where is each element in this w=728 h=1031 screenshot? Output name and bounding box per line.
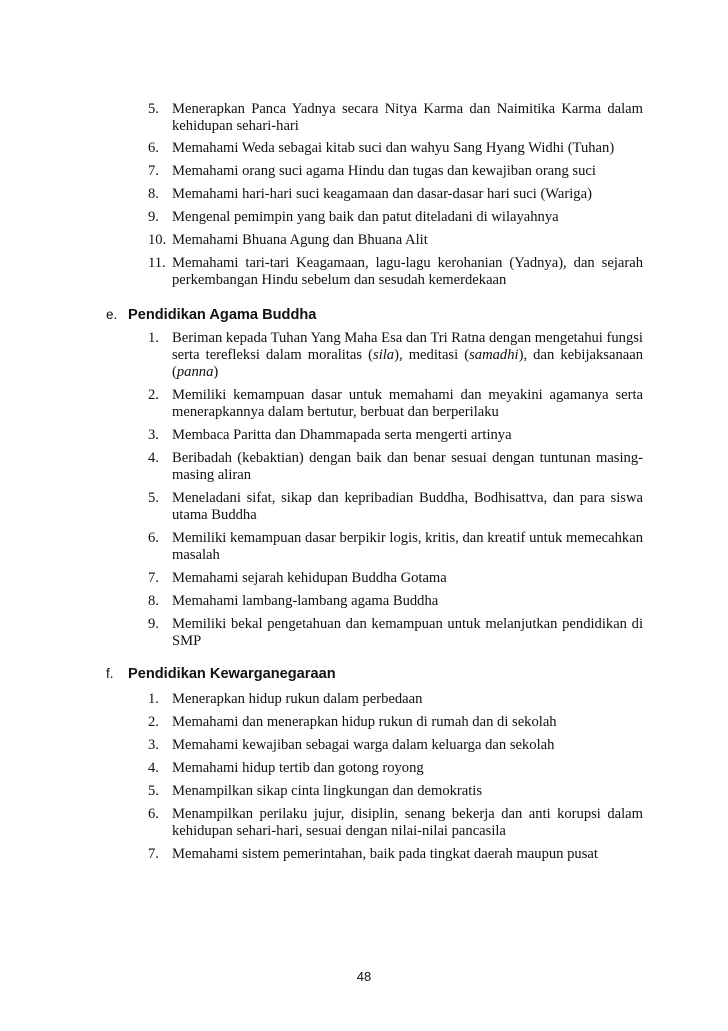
item-number: 5. (148, 490, 159, 506)
item-text: Memahami dan menerapkan hidup rukun di rumah dan di sekolah (172, 714, 557, 730)
list-item (0, 616, 728, 650)
item-text: Memahami Bhuana Agung dan Bhuana Alit (172, 232, 428, 248)
list-item (0, 490, 728, 524)
item-text: Memiliki bekal pengetahuan dan kemampuan untuk melanjutkan pendidikan di SMP (172, 616, 643, 649)
list-item (0, 806, 728, 840)
item-text: Memahami hari-hari suci keagamaan dan dasar-dasar hari suci (Wariga) (172, 186, 592, 202)
item-text: Menampilkan sikap cinta lingkungan dan demokratis (172, 783, 483, 799)
list-item (0, 255, 728, 289)
list-item (0, 846, 728, 863)
list-item (0, 737, 728, 754)
item-text: Memahami sistem pemerintahan, baik pada tingkat daerah maupun pusat (172, 846, 598, 862)
item-text: Memahami kewajiban sebagai warga dalam keluarga dan sekolah (172, 737, 555, 753)
item-number: 11. (148, 255, 166, 271)
list-item (0, 760, 728, 777)
item-text: Memahami Weda sebagai kitab suci dan wahyu Sang Hyang Widhi (Tuhan) (172, 140, 615, 156)
list-item (0, 714, 728, 731)
item-text: Memahami hidup tertib dan gotong royong (172, 760, 424, 776)
item-text: Membaca Paritta dan Dhammapada serta mengerti artinya (172, 427, 512, 443)
item-number: 8. (148, 593, 159, 609)
item-text: Memahami tari-tari Keagamaan, lagu-lagu kerohanian (Yadnya), dan sejarah perkembangan Hindu sebelum dan sesudah kemerdekaan (172, 255, 643, 288)
item-number: 4. (148, 450, 159, 466)
section-letter: f. (106, 666, 114, 681)
list-item (0, 330, 728, 381)
item-number: 3. (148, 737, 159, 753)
section-e-list (0, 330, 728, 650)
section-f-list (0, 691, 728, 863)
list-item (0, 530, 728, 564)
item-number: 9. (148, 209, 159, 225)
section-title: Pendidikan Agama Buddha (128, 307, 317, 323)
item-text: Meneladani sifat, sikap dan kepribadian Buddha, Bodhisattva, dan para siswa utama Buddha (172, 490, 643, 523)
list-item (0, 570, 728, 587)
section-title: Pendidikan Kewarganegaraan (128, 666, 336, 682)
item-number: 2. (148, 387, 159, 403)
item-number: 1. (148, 330, 159, 346)
item-number: 5. (148, 783, 159, 799)
list-item (0, 783, 728, 800)
item-number: 1. (148, 691, 159, 707)
item-text: Memiliki kemampuan dasar berpikir logis, kritis, dan kreatif untuk memecahkan masalah (172, 530, 643, 563)
item-number: 5. (148, 101, 159, 117)
item-number: 10. (148, 232, 167, 248)
list-item (0, 387, 728, 421)
item-text: Memahami lambang-lambang agama Buddha (172, 593, 439, 609)
item-text: Menampilkan perilaku jujur, disiplin, senang bekerja dan anti korupsi dalam kehidupan sehari-hari, sesuai dengan nilai-nilai pancasila (172, 806, 643, 839)
list-d-continued (0, 101, 728, 289)
item-number: 6. (148, 140, 159, 156)
list-item (0, 427, 728, 444)
item-text: Menerapkan hidup rukun dalam perbedaan (172, 691, 423, 707)
page-number: 48 (356, 969, 372, 984)
list-item (0, 232, 728, 249)
item-number: 6. (148, 806, 159, 822)
item-text: Beribadah (kebaktian) dengan baik dan benar sesuai dengan tuntunan masing-masing aliran (172, 450, 643, 483)
item-text: Beriman kepada Tuhan Yang Maha Esa dan Tri Ratna dengan mengetahui fungsi serta terefleksi dalam moralitas (sila), meditasi (samadhi), dan kebijaksanaan (panna) (172, 330, 643, 380)
list-item (0, 140, 728, 157)
list-item (0, 163, 728, 180)
item-number: 2. (148, 714, 159, 730)
item-number: 7. (148, 163, 159, 179)
item-number: 7. (148, 846, 159, 862)
list-item (0, 691, 728, 708)
item-number: 7. (148, 570, 159, 586)
item-text: Memahami sejarah kehidupan Buddha Gotama (172, 570, 447, 586)
section-letter: e. (106, 307, 118, 322)
item-number: 9. (148, 616, 159, 632)
item-text: Mengenal pemimpin yang baik dan patut diteladani di wilayahnya (172, 209, 559, 225)
list-item (0, 101, 728, 135)
list-item (0, 593, 728, 610)
item-number: 4. (148, 760, 159, 776)
item-number: 8. (148, 186, 159, 202)
item-text: Memahami orang suci agama Hindu dan tugas dan kewajiban orang suci (172, 163, 596, 179)
list-item (0, 450, 728, 484)
item-number: 3. (148, 427, 159, 443)
item-text: Menerapkan Panca Yadnya secara Nitya Karma dan Naimitika Karma dalam kehidupan sehari-hari (172, 101, 643, 134)
item-text: Memiliki kemampuan dasar untuk memahami dan meyakini agamanya serta menerapkannya dalam bertutur, berbuat dan berperilaku (172, 387, 643, 420)
list-item (0, 209, 728, 226)
list-item (0, 186, 728, 203)
item-number: 6. (148, 530, 159, 546)
